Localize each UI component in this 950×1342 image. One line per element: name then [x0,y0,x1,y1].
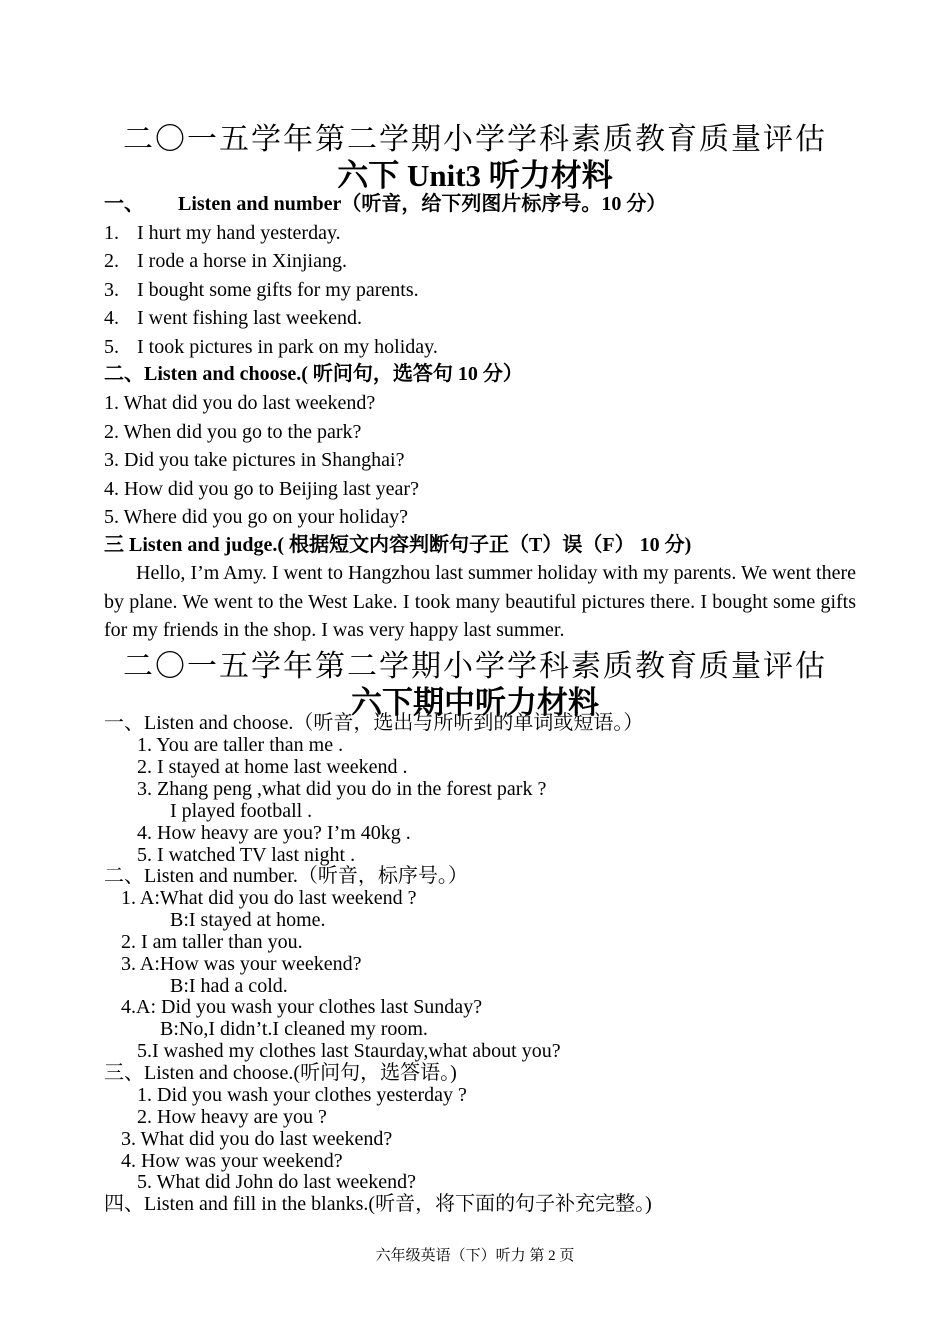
document-subtitle: 六下 Unit3 听力材料 [337,158,613,193]
section-heading-text: Listen and number（听音，给下列图片标序号。10 分） [178,193,667,215]
list-item: I played football . [170,800,313,822]
list-item: 4.A: Did you wash your clothes last Sunday? [121,996,483,1018]
document-title: 二〇一五学年第二学期小学学科素质教育质量评估 [123,123,827,156]
list-item: 5. I took pictures in park on my holiday. [104,336,438,358]
list-item: 4. How heavy are you? I’m 40kg . [137,822,411,844]
list-item: B:I had a cold. [170,975,288,997]
list-item: B:I stayed at home. [170,909,326,931]
list-item: 1. What did you do last weekend? [104,392,376,414]
section-heading-listen-number [104,194,666,214]
section-heading-listen-choose: 二、Listen and choose.( 听问句，选答句 10 分） [104,363,523,385]
section-heading: 一、Listen and choose.（听音，选出与所听到的单词或短语。） [104,712,644,734]
list-item: 1. You are taller than me . [137,734,344,756]
list-item: 5. Where did you go on your holiday? [104,506,409,528]
list-item: 4. How did you go to Beijing last year? [104,478,419,500]
list-item: 2. I am taller than you. [121,931,303,953]
list-item: 1. I hurt my hand yesterday. [104,222,341,244]
list-item: 2. I stayed at home last weekend . [137,756,408,778]
list-item: 3. A:How was your weekend? [121,953,362,975]
list-item: 4. How was your weekend? [121,1150,343,1172]
section-marker: 一、 [104,193,144,215]
section-heading: 四、Listen and fill in the blanks.(听音，将下面的句子补充完整。) [104,1193,652,1215]
section-heading: 二、Listen and number.（听音，标序号。） [104,865,468,887]
list-item: 2. When did you go to the park? [104,421,362,443]
list-item: 3. I bought some gifts for my parents. [104,279,419,301]
list-item: 1. Did you wash your clothes yesterday ? [137,1084,467,1106]
list-item: 2. How heavy are you ? [137,1106,327,1128]
list-item: 4. I went fishing last weekend. [104,307,362,329]
section-heading-listen-judge: 三 Listen and judge.( 根据短文内容判断句子正（T）误（F） 10 分) [104,534,692,556]
list-item: 5.I washed my clothes last Staurday,what about you? [137,1040,561,1062]
document-title: 二〇一五学年第二学期小学学科素质教育质量评估 [123,650,827,683]
list-item: 5. What did John do last weekend? [137,1171,417,1193]
list-item: 1. A:What did you do last weekend ? [121,887,417,909]
document-subtitle: 六下期中听力材料 [351,685,599,720]
list-item: 3. What did you do last weekend? [121,1128,393,1150]
list-item: B:No,I didn’t.I cleaned my room. [160,1018,428,1040]
reading-paragraph: Hello, I’m Amy. I went to Hangzhou last summer holiday with my parents. We went there by plane. We went to the West Lake. I took many beautiful pictures there. I bought some gifts for my friends in the shop. I was very happy last summer. [104,562,856,641]
list-item: 3. Did you take pictures in Shanghai? [104,449,405,471]
list-item: 5. I watched TV last night . [137,844,356,866]
section-heading: 三、Listen and choose.(听问句，选答语。) [104,1062,457,1084]
list-item: 3. Zhang peng ,what did you do in the forest park ? [137,778,547,800]
page-footer: 六年级英语（下）听力 第 2 页 [375,1248,575,1264]
list-item: 2. I rode a horse in Xinjiang. [104,250,347,272]
